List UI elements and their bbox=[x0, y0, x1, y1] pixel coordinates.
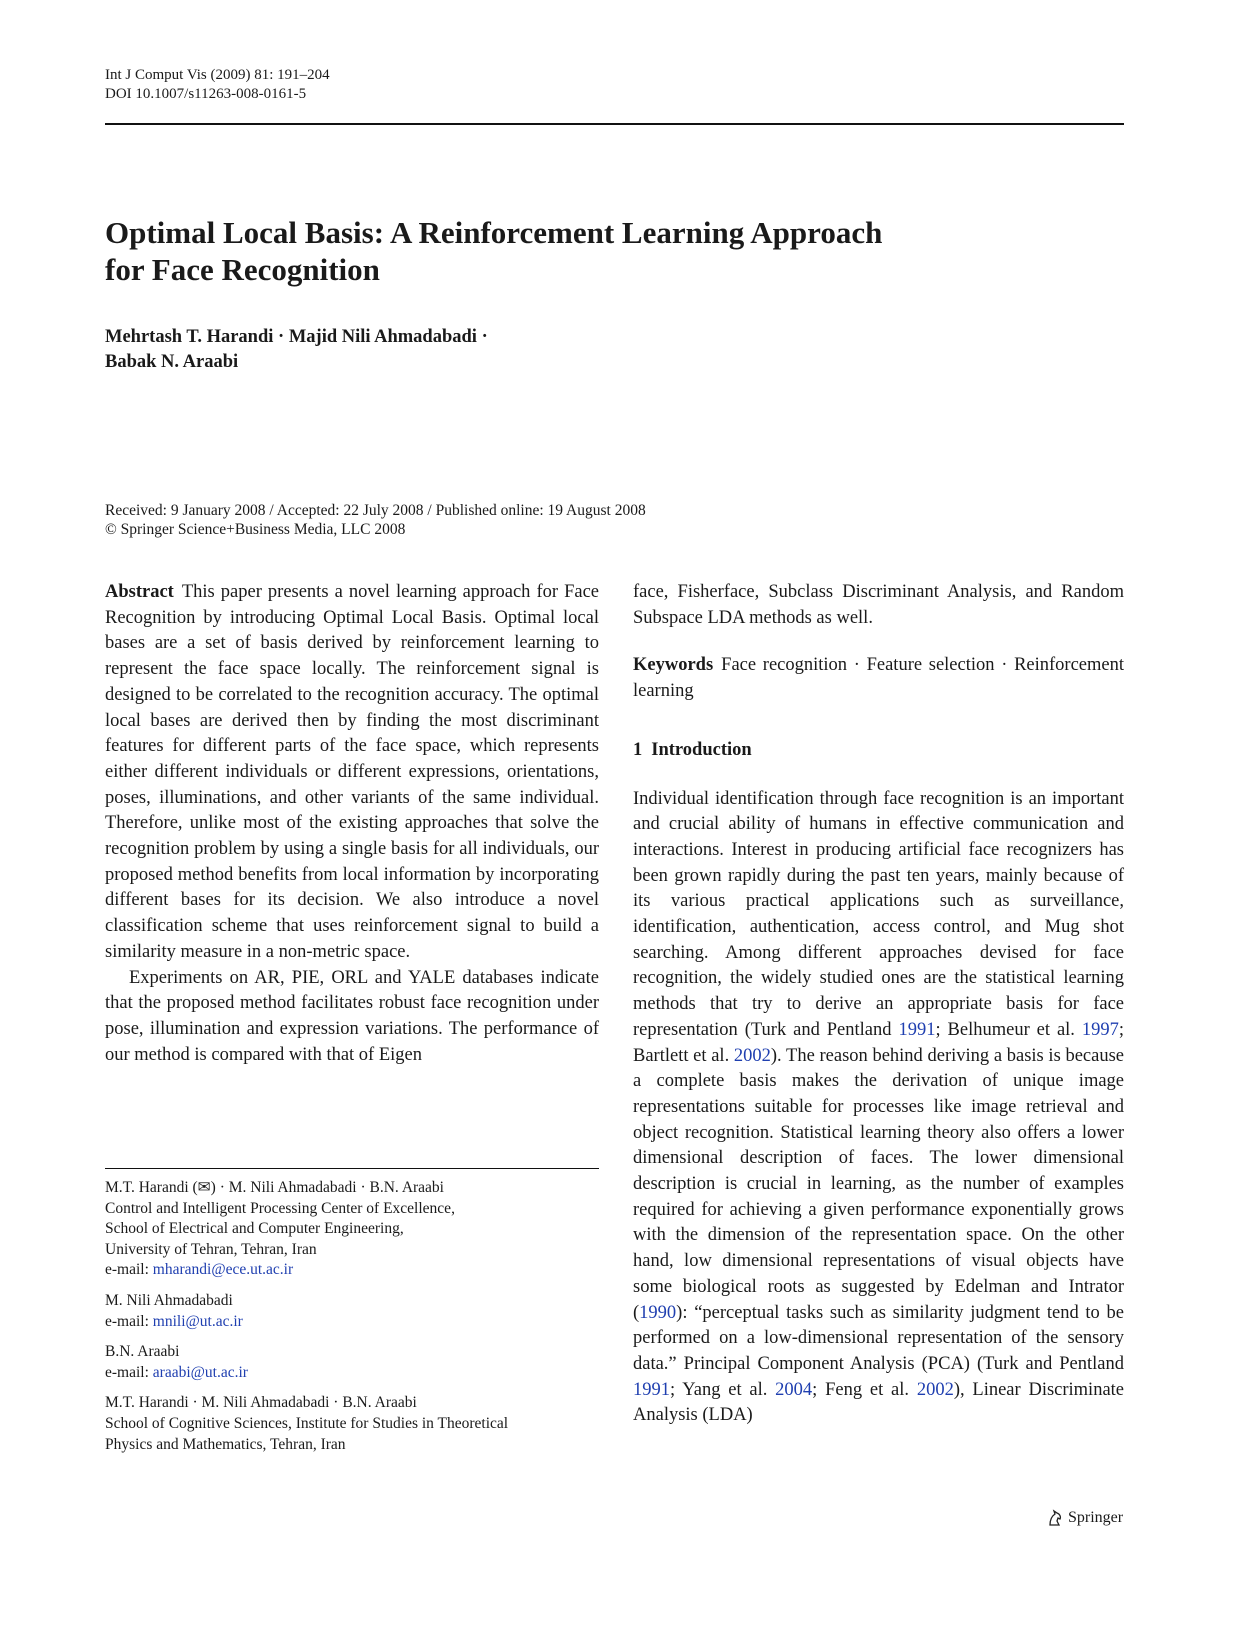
keywords bbox=[633, 653, 1124, 704]
authors-line-1: Mehrtash T. Harandi · Majid Nili Ahmadabadi · bbox=[105, 327, 488, 347]
affiliations bbox=[105, 1178, 599, 1465]
citation-link[interactable]: 2004 bbox=[775, 1379, 813, 1400]
citation-link[interactable]: 1991 bbox=[898, 1019, 936, 1040]
journal-header bbox=[105, 66, 330, 104]
affiliation-line: School of Cognitive Sciences, Institute for Studies in Theoretical bbox=[105, 1414, 509, 1432]
citation-link[interactable]: 1997 bbox=[1081, 1019, 1119, 1040]
email-label: e-mail: bbox=[105, 1363, 153, 1381]
publication-dates bbox=[105, 501, 646, 539]
affiliation-block bbox=[105, 1178, 599, 1281]
intro-text: ; Belhumeur et al. bbox=[935, 1019, 1082, 1040]
intro-text: ). The reason behind deriving a basis is because a complete basis makes the derivation of unique image representations suitable for processes like image retrieval and object recognition. Statistical learning theory also offers a lower dimensional description of faces. The lower dimensional description is crucial in learning, as the number of examples required for achieving a given performance exponentially grows with the dimension of the representation space. On the other hand, low dimensional representations of visual objects have some biological roots as suggested by Edelman and Intrator ( bbox=[633, 1045, 1125, 1323]
affiliation-names: M. Nili Ahmadabadi bbox=[105, 1291, 233, 1309]
introduction-paragraph bbox=[633, 787, 1124, 1430]
title-line-1: Optimal Local Basis: A Reinforcement Learning Approach bbox=[105, 215, 883, 250]
right-column bbox=[633, 580, 1124, 1429]
affiliation-block bbox=[105, 1291, 599, 1332]
section-title: Introduction bbox=[651, 739, 752, 760]
keywords-text: Face recognition · Feature selection · Reinforcement learning bbox=[633, 655, 1124, 702]
intro-text: ), Linear Discriminate Analysis (LDA) bbox=[633, 1379, 1125, 1426]
header-rule bbox=[105, 123, 1124, 125]
affiliation-line: School of Electrical and Computer Engineering, bbox=[105, 1220, 404, 1238]
left-column bbox=[105, 580, 599, 1068]
authors-line-2: Babak N. Araabi bbox=[105, 352, 239, 372]
affiliation-names: M.T. Harandi · M. Nili Ahmadabadi · B.N. Araabi bbox=[105, 1394, 417, 1412]
citation-link[interactable]: 2002 bbox=[733, 1045, 771, 1066]
affiliation-block bbox=[105, 1393, 599, 1455]
citation-link[interactable]: 1990 bbox=[639, 1302, 677, 1323]
email-link-araabi[interactable]: araabi@ut.ac.ir bbox=[152, 1363, 248, 1381]
title-line-2: for Face Recognition bbox=[105, 252, 380, 287]
abstract-continuation: face, Fisherface, Subclass Discriminant Analysis, and Random Subspace LDA methods as well. bbox=[633, 582, 1124, 628]
springer-horse-icon bbox=[1046, 1509, 1064, 1527]
intro-text: ; Yang et al. bbox=[670, 1379, 776, 1400]
email-label: e-mail: bbox=[105, 1261, 153, 1279]
date-history: Received: 9 January 2008 / Accepted: 22 July 2008 / Published online: 19 August 2008 bbox=[105, 502, 646, 519]
journal-citation: Int J Comput Vis (2009) 81: 191–204 bbox=[105, 67, 330, 83]
copyright: © Springer Science+Business Media, LLC 2008 bbox=[105, 521, 406, 538]
email-label: e-mail: bbox=[105, 1312, 153, 1330]
intro-text: Individual identification through face recognition is an important and crucial ability of humans in effective communication and interactions. Interest in producing artificial face recognizers has been grown rapidly during the past ten years, mainly because of its various practical applications such as surveillance, identification, authentication, access control, and Mug shot searching. Among different approaches devised for face recognition, the widely studied ones are the statistical learning methods that try to derive an appropriate basis for face representation (Turk and Pentland bbox=[633, 788, 1124, 1040]
affiliation-block bbox=[105, 1342, 599, 1383]
paper-title bbox=[105, 214, 882, 288]
doi: DOI 10.1007/s11263-008-0161-5 bbox=[105, 86, 307, 102]
intro-text: ; Bartlett et al. bbox=[633, 1019, 1124, 1066]
publisher-name: Springer bbox=[1068, 1509, 1124, 1526]
affiliation-line: Physics and Mathematics, Tehran, Iran bbox=[105, 1435, 346, 1453]
email-link-nili[interactable]: mnili@ut.ac.ir bbox=[152, 1312, 243, 1330]
abstract-paragraph-1 bbox=[105, 580, 599, 966]
author-list bbox=[105, 325, 488, 375]
abstract-paragraph-2: Experiments on AR, PIE, ORL and YALE databases indicate that the proposed method facilitates robust face recognition under pose, illumination and expression variations. The performance of our method is compared with that of Eigen bbox=[105, 967, 599, 1065]
abstract-text-1: This paper presents a novel learning approach for Face Recognition by introducing Optimal Local Basis. Optimal local bases are a set of basis derived by reinforcement learning to represent the face space locally. The reinforcement signal is designed to be correlated to the recognition accuracy. The optimal local bases are derived then by finding the most discriminant features for different parts of the face space, which represents either different individuals or different expressions, orientations, poses, illuminations, and other variants of the same individual. Therefore, unlike most of the existing approaches that solve the recognition problem by using a single basis for all individuals, our proposed method benefits from local information by incorporating different bases for its decision. We also introduce a novel classification scheme that uses reinforcement signal to build a similarity measure in a non-metric space. bbox=[105, 582, 599, 962]
keywords-label: Keywords bbox=[633, 655, 714, 676]
citation-link[interactable]: 2002 bbox=[916, 1379, 954, 1400]
footnote-rule bbox=[105, 1168, 599, 1169]
email-link-harandi[interactable]: mharandi@ece.ut.ac.ir bbox=[152, 1261, 294, 1279]
abstract-label: Abstract bbox=[105, 582, 174, 602]
affiliation-line: University of Tehran, Tehran, Iran bbox=[105, 1240, 317, 1258]
affiliation-line: Control and Intelligent Processing Center of Excellence, bbox=[105, 1199, 455, 1217]
citation-link[interactable]: 1991 bbox=[633, 1379, 670, 1400]
section-number: 1 bbox=[633, 739, 643, 760]
publisher-logo bbox=[1046, 1508, 1123, 1528]
intro-text: ; Feng et al. bbox=[812, 1379, 917, 1400]
intro-text: ): “perceptual tasks such as similarity judgment tend to be performed on a low-dimensional representation of the sensory data.” Principal Component Analysis (PCA) (Turk and Pentland bbox=[633, 1302, 1124, 1374]
affiliation-names: M.T. Harandi (✉) · M. Nili Ahmadabadi · B.N. Araabi bbox=[105, 1179, 444, 1196]
section-heading-introduction bbox=[633, 738, 1124, 764]
affiliation-names: B.N. Araabi bbox=[105, 1343, 180, 1361]
